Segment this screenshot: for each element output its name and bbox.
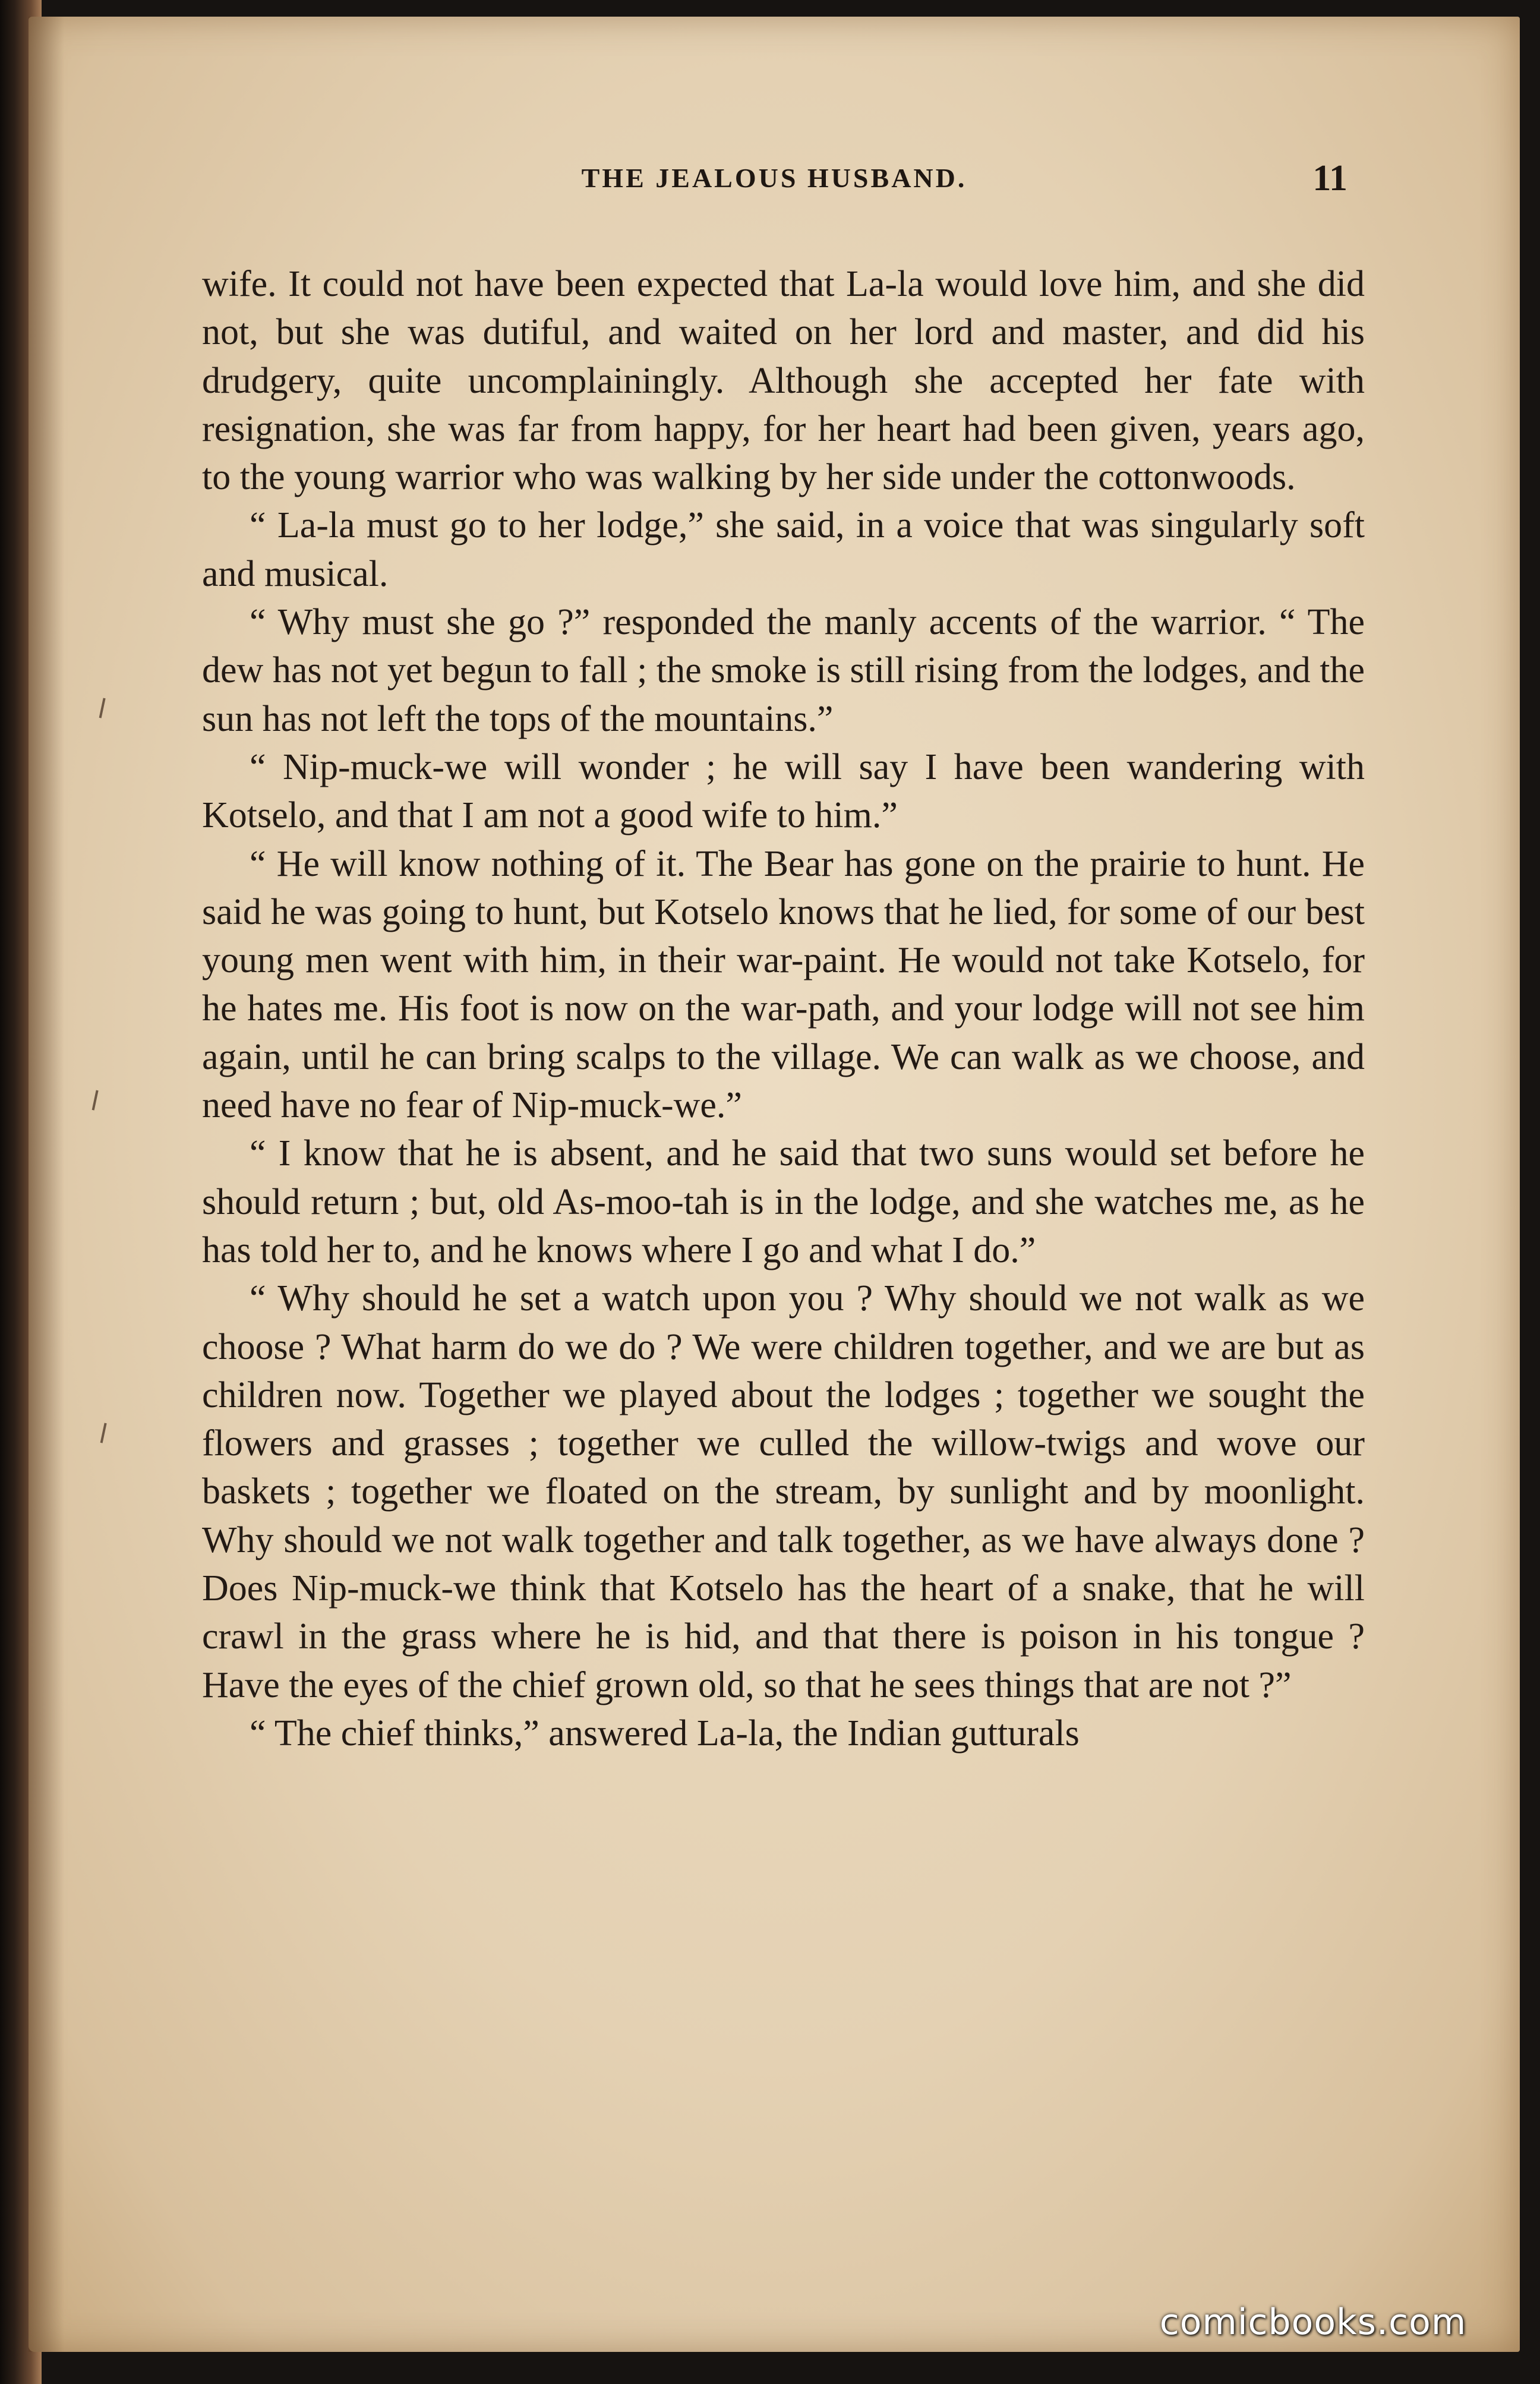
paragraph: “ La-la must go to her lodge,” she said, in a voice that was singularly soft and musical.: [202, 505, 1365, 594]
paragraph: “ Nip-muck-we will wonder ; he will say I have been wandering with Kotselo, and that I am not a good wife to him.”: [202, 746, 1365, 836]
margin-mark: [92, 1090, 107, 1112]
page-number: 11: [1312, 158, 1348, 198]
margin-mark: [100, 1423, 115, 1445]
paragraph: wife. It could not have been expected that La-la would love him, and she did not, but she was dutiful, and waited on her lord and master, and did his drudgery, quite uncomplainingly. Although she accepted her fate with resignation, she was far from happy, for her heart had been given, years ago, to the young warrior who was walking by her side under the cottonwoods.: [202, 264, 1365, 498]
watermark: [1117, 2292, 1509, 2352]
running-head: [29, 158, 1520, 216]
paragraph: “ Why should he set a watch upon you ? Why should we not walk as we choose ? What harm do we do ? We were children together, and we are but as children now. Together we played about the lodges ; together we sought the flowers and grasses ; together we culled the willow-twigs and wove our baskets ; together we floated on the stream, by sunlight and by moonlight. Why should we not walk together and talk together, as we have always done ? Does Nip-muck-we think that Kotselo has the heart of a snake, that he will crawl in the grass where he is hid, and that there is poison in his tongue ? Have the eyes of the chief grown old, so that he sees things that are not ?”: [202, 1278, 1365, 1705]
paragraph: “ I know that he is absent, and he said that two suns would set before he should return ; but, old As-moo-tah is in the lodge, and she watches me, as he has told her to, and he knows where I go and what I do.”: [202, 1133, 1365, 1270]
page-paper: [29, 17, 1520, 2352]
paragraph: “ Why must she go ?” responded the manly accents of the warrior. “ The dew has not yet begun to fall ; the smoke is still rising from the lodges, and the sun has not left the tops of the mountains.”: [202, 602, 1365, 739]
body-text: [202, 260, 1365, 1758]
running-title: THE JEALOUS HUSBAND.: [581, 163, 967, 193]
paragraph: “ The chief thinks,” answered La-la, the Indian gutturals: [250, 1713, 1080, 1754]
paragraph: “ He will know nothing of it. The Bear has gone on the prairie to hunt. He said he was going to hunt, but Kotselo knows that he lied, for some of our best young men went with him, in their war-paint. He would not take Kotselo, for he hates me. His foot is now on the war-path, and your lodge will not see him again, until he can bring scalps to the village. We can walk as we choose, and need have no fear of Nip-muck-we.”: [202, 843, 1365, 1126]
margin-mark: [99, 698, 114, 720]
watermark-text: comicbooks.com: [1159, 2301, 1467, 2343]
